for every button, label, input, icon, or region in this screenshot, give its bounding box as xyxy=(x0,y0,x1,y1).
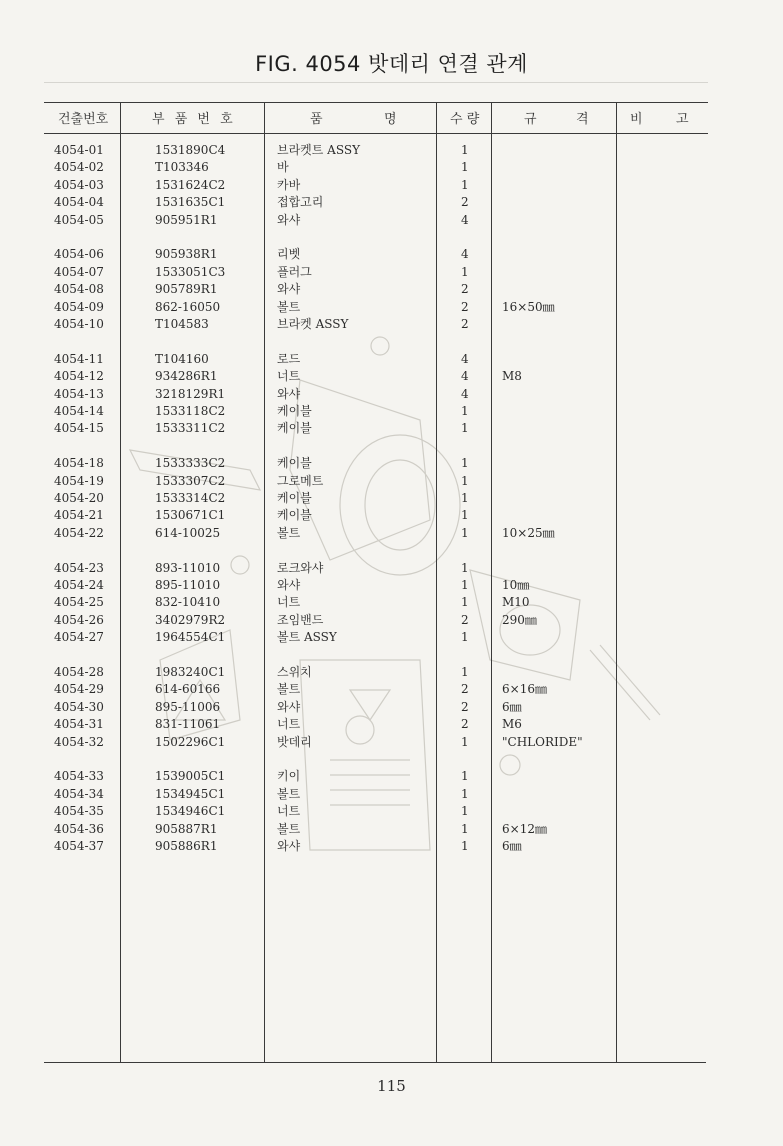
specification: 6㎜ xyxy=(502,839,522,853)
quantity: 2 xyxy=(461,682,469,697)
specification: M10 xyxy=(502,595,530,610)
part-number: 1531635C1 xyxy=(155,195,226,210)
table-row xyxy=(0,299,783,316)
quantity: 4 xyxy=(461,369,469,384)
part-name: 리벳 xyxy=(277,247,301,262)
fig-number: 4054-11 xyxy=(54,351,104,366)
part-number: 1502296C1 xyxy=(155,734,226,749)
table-row xyxy=(0,159,783,176)
table-row xyxy=(0,490,783,507)
specification: M6 xyxy=(502,717,522,732)
table-row xyxy=(0,403,783,420)
table-row xyxy=(0,194,783,211)
part-name: 브라켓 ASSY xyxy=(277,317,349,331)
part-number: 3402979R2 xyxy=(155,612,226,627)
fig-number: 4054-33 xyxy=(54,769,104,784)
quantity: 2 xyxy=(461,717,469,732)
part-number: 1531624C2 xyxy=(155,177,226,192)
part-number: 3218129R1 xyxy=(155,386,226,401)
quantity: 4 xyxy=(461,351,469,366)
table-row xyxy=(0,264,783,281)
quantity: 1 xyxy=(461,804,469,819)
part-name: 카바 xyxy=(277,177,301,192)
table-row xyxy=(0,664,783,681)
table-row xyxy=(0,716,783,733)
part-number: T103346 xyxy=(155,160,209,175)
header-spec-2: 격 xyxy=(576,112,589,127)
table-top-rule xyxy=(44,102,708,103)
quantity: 1 xyxy=(461,143,469,157)
part-name: 케이블 xyxy=(277,456,312,471)
quantity: 1 xyxy=(461,404,469,418)
table-row xyxy=(0,368,783,385)
part-name: 너트 xyxy=(277,369,301,384)
part-number: 1530671C1 xyxy=(155,508,226,523)
fig-number: 4054-21 xyxy=(54,508,104,523)
quantity: 1 xyxy=(461,839,469,853)
fig-number: 4054-18 xyxy=(54,456,104,471)
fig-number: 4054-26 xyxy=(54,612,104,627)
fig-number: 4054-22 xyxy=(54,525,104,540)
quantity: 1 xyxy=(461,630,469,645)
header-name-1: 품 xyxy=(310,112,323,127)
table-row xyxy=(0,594,783,611)
part-number: 832-10410 xyxy=(155,595,221,610)
specification: 10㎜ xyxy=(502,578,530,592)
part-name: 와샤 xyxy=(277,578,301,592)
fig-number: 4054-14 xyxy=(54,404,104,418)
part-number: 1964554C1 xyxy=(155,630,226,645)
specification: 6×16㎜ xyxy=(502,682,547,697)
table-row xyxy=(0,821,783,838)
page-number: 115 xyxy=(377,1077,406,1095)
table-row xyxy=(0,420,783,437)
quantity: 4 xyxy=(461,386,469,401)
part-number: 905938R1 xyxy=(155,247,218,262)
table-row xyxy=(0,246,783,263)
part-number: 1534945C1 xyxy=(155,786,226,801)
quantity: 1 xyxy=(461,177,469,192)
fig-number: 4054-31 xyxy=(54,717,104,732)
part-name: 로드 xyxy=(277,351,301,366)
part-number: 614-60166 xyxy=(155,682,221,697)
part-name: 스위치 xyxy=(277,665,312,679)
quantity: 1 xyxy=(461,595,469,610)
table-row xyxy=(0,386,783,403)
fig-number: 4054-34 xyxy=(54,786,104,801)
specification: M8 xyxy=(502,369,522,384)
header-remark-1: 비 xyxy=(630,112,643,127)
quantity: 1 xyxy=(461,786,469,801)
fig-number: 4054-06 xyxy=(54,247,104,262)
part-name: 키이 xyxy=(277,769,301,784)
part-name: 케이블 xyxy=(277,404,312,418)
fig-number: 4054-27 xyxy=(54,630,104,645)
fig-number: 4054-23 xyxy=(54,560,104,575)
quantity: 1 xyxy=(461,821,469,836)
table-row xyxy=(0,316,783,333)
part-number: 934286R1 xyxy=(155,369,218,384)
part-number: 905951R1 xyxy=(155,212,218,227)
part-number: 1534946C1 xyxy=(155,804,226,819)
part-name: 조임밴드 xyxy=(277,612,324,627)
part-number: 1533314C2 xyxy=(155,491,226,505)
fig-number: 4054-19 xyxy=(54,473,104,488)
table-row xyxy=(0,142,783,159)
table-bottom-rule xyxy=(44,1062,706,1063)
part-name: 볼트 xyxy=(277,682,301,697)
table-row xyxy=(0,281,783,298)
quantity: 1 xyxy=(461,473,469,488)
table-row xyxy=(0,177,783,194)
fig-number: 4054-07 xyxy=(54,264,104,279)
part-name: 바 xyxy=(277,160,289,175)
table-row xyxy=(0,612,783,629)
part-number: 905887R1 xyxy=(155,821,218,836)
specification: 6×12㎜ xyxy=(502,821,547,836)
part-number: 905886R1 xyxy=(155,839,218,853)
fig-number: 4054-08 xyxy=(54,282,104,297)
quantity: 2 xyxy=(461,299,469,314)
fig-number: 4054-36 xyxy=(54,821,104,836)
table-row xyxy=(0,838,783,855)
part-number: 1533051C3 xyxy=(155,264,226,279)
part-number: 1533311C2 xyxy=(155,421,226,436)
quantity: 2 xyxy=(461,195,469,210)
fig-number: 4054-04 xyxy=(54,195,104,210)
table-row xyxy=(0,525,783,542)
part-number: 1533333C2 xyxy=(155,456,226,471)
quantity: 1 xyxy=(461,491,469,505)
part-name: 접합고리 xyxy=(277,195,324,210)
part-name: 너트 xyxy=(277,717,301,732)
quantity: 2 xyxy=(461,317,469,331)
fig-number: 4054-24 xyxy=(54,578,104,592)
part-name: 너트 xyxy=(277,595,301,610)
table-row xyxy=(0,734,783,751)
part-number: 1533118C2 xyxy=(155,404,226,418)
fig-number: 4054-29 xyxy=(54,682,104,697)
table-row xyxy=(0,351,783,368)
quantity: 2 xyxy=(461,612,469,627)
quantity: 4 xyxy=(461,212,469,227)
part-name: 와샤 xyxy=(277,282,301,297)
part-number: 614-10025 xyxy=(155,525,221,540)
part-name: 와샤 xyxy=(277,699,301,714)
quantity: 1 xyxy=(461,734,469,749)
page-title: FIG. 4054 밧데리 연결 관계 xyxy=(255,52,528,76)
specification: 16×50㎜ xyxy=(502,299,555,314)
quantity: 1 xyxy=(461,769,469,784)
quantity: 1 xyxy=(461,264,469,279)
part-name: 로크와샤 xyxy=(277,560,324,575)
table-row xyxy=(0,507,783,524)
quantity: 2 xyxy=(461,282,469,297)
part-name: 너트 xyxy=(277,804,301,819)
specification: "CHLORIDE" xyxy=(502,734,583,749)
fig-number: 4054-35 xyxy=(54,804,104,819)
quantity: 1 xyxy=(461,578,469,592)
part-number: 895-11006 xyxy=(155,699,221,714)
part-number: 862-16050 xyxy=(155,299,221,314)
part-number: 1983240C1 xyxy=(155,665,226,679)
part-name: 브라켓트 ASSY xyxy=(277,143,361,157)
fig-number: 4054-28 xyxy=(54,665,104,679)
part-name: 케이블 xyxy=(277,491,312,505)
header-name-2: 명 xyxy=(384,112,397,127)
fig-number: 4054-25 xyxy=(54,595,104,610)
part-number: 895-11010 xyxy=(155,578,221,592)
quantity: 1 xyxy=(461,456,469,471)
table-row xyxy=(0,786,783,803)
part-number: 1531890C4 xyxy=(155,143,226,157)
part-name: 볼트 xyxy=(277,299,301,314)
part-name: 볼트 xyxy=(277,786,301,801)
fig-number: 4054-09 xyxy=(54,299,104,314)
table-row xyxy=(0,560,783,577)
table-row xyxy=(0,212,783,229)
table-row xyxy=(0,577,783,594)
part-number: 1539005C1 xyxy=(155,769,226,784)
table-row xyxy=(0,681,783,698)
part-name: 케이블 xyxy=(277,421,312,436)
table-row xyxy=(0,699,783,716)
part-number: T104583 xyxy=(155,317,209,331)
header-remark-2: 고 xyxy=(676,112,689,127)
table-row xyxy=(0,455,783,472)
part-name: 케이블 xyxy=(277,508,312,523)
part-number: 905789R1 xyxy=(155,282,218,297)
fig-number: 4054-01 xyxy=(54,143,104,157)
quantity: 1 xyxy=(461,508,469,523)
part-number: 893-11010 xyxy=(155,560,221,575)
quantity: 1 xyxy=(461,665,469,679)
fig-number: 4054-05 xyxy=(54,212,104,227)
quantity: 2 xyxy=(461,699,469,714)
part-name: 볼트 xyxy=(277,525,301,540)
part-number: 831-11061 xyxy=(155,717,221,732)
title-rule xyxy=(44,82,708,83)
part-number: T104160 xyxy=(155,351,209,366)
fig-number: 4054-15 xyxy=(54,421,104,436)
part-number: 1533307C2 xyxy=(155,473,226,488)
fig-number: 4054-30 xyxy=(54,699,104,714)
header-bottom-rule xyxy=(44,133,708,134)
part-name: 밧데리 xyxy=(277,734,312,749)
quantity: 4 xyxy=(461,247,469,262)
part-name: 볼트 xyxy=(277,821,301,836)
table-row xyxy=(0,473,783,490)
specification: 290㎜ xyxy=(502,612,537,627)
fig-number: 4054-10 xyxy=(54,317,104,331)
fig-number: 4054-32 xyxy=(54,734,104,749)
fig-number: 4054-12 xyxy=(54,369,104,384)
fig-number: 4054-03 xyxy=(54,177,104,192)
header-fig-no: 건출번호 xyxy=(58,112,109,127)
table-row xyxy=(0,768,783,785)
table-row xyxy=(0,629,783,646)
fig-number: 4054-37 xyxy=(54,839,104,853)
fig-number: 4054-02 xyxy=(54,160,104,175)
quantity: 1 xyxy=(461,525,469,540)
quantity: 1 xyxy=(461,160,469,175)
header-part-no: 부 품 번 호 xyxy=(152,112,233,127)
fig-number: 4054-13 xyxy=(54,386,104,401)
header-spec-1: 규 xyxy=(524,112,537,127)
fig-number: 4054-20 xyxy=(54,491,104,505)
header-qty: 수 량 xyxy=(450,112,480,127)
part-name: 플러그 xyxy=(277,264,312,279)
quantity: 1 xyxy=(461,421,469,436)
specification: 10×25㎜ xyxy=(502,525,555,540)
table-row xyxy=(0,803,783,820)
part-name: 와샤 xyxy=(277,839,301,853)
specification: 6㎜ xyxy=(502,699,522,714)
quantity: 1 xyxy=(461,560,469,575)
part-name: 와샤 xyxy=(277,212,301,227)
part-name: 볼트 ASSY xyxy=(277,630,337,645)
part-name: 그로메트 xyxy=(277,473,324,488)
part-name: 와샤 xyxy=(277,386,301,401)
